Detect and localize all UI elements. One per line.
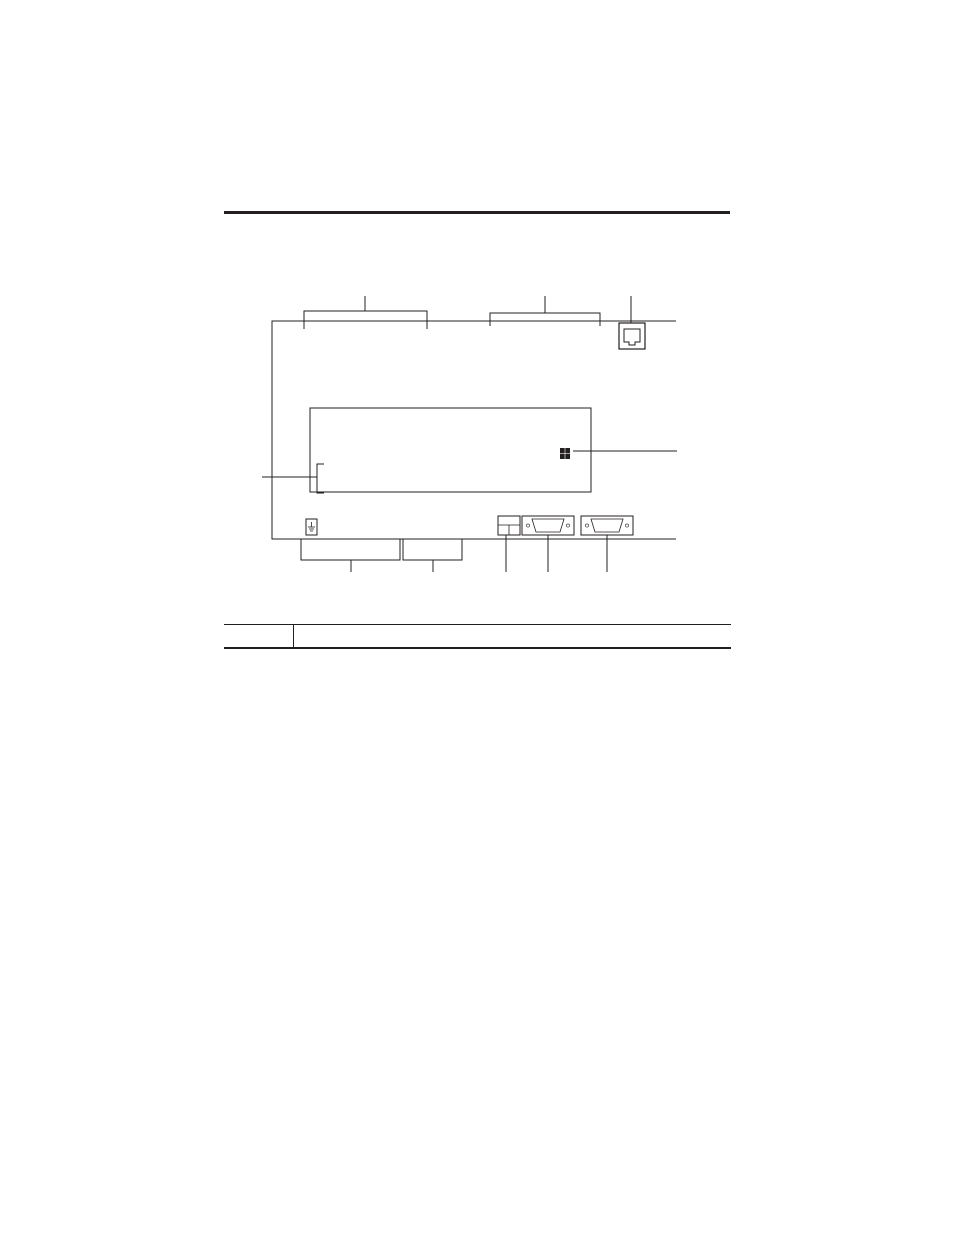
callout-7-bracket (403, 539, 462, 560)
column-header-item (224, 625, 294, 649)
rs232-com2-connector (581, 516, 633, 535)
ethernet-port-icon (619, 323, 645, 349)
header-rule (224, 211, 730, 214)
controller-diagram (240, 278, 720, 593)
callout-1-bracket (304, 311, 427, 329)
housing-outline (272, 321, 676, 539)
inner-module (310, 408, 591, 492)
callout-8-bracket (301, 539, 400, 560)
running-header (224, 188, 730, 214)
pulse-input-filter-switches (560, 448, 570, 459)
table-header-row (224, 625, 731, 649)
ground-terminal (306, 519, 317, 535)
item-description-table (224, 624, 731, 649)
rs232-com1-connector (522, 516, 574, 535)
callout-2-bracket (490, 313, 600, 326)
column-header-description (294, 625, 732, 649)
callout-9-bracket (317, 464, 324, 493)
